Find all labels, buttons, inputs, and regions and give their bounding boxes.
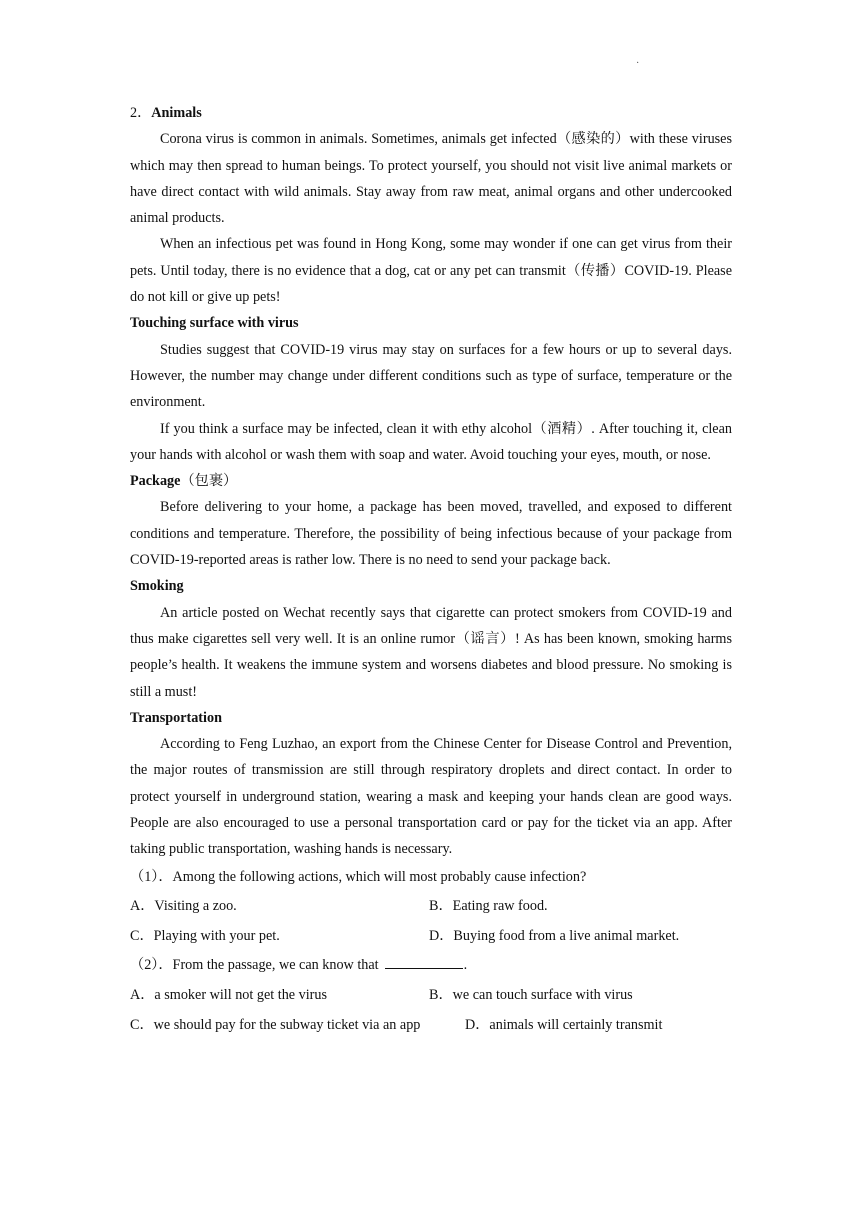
question-2-option-c[interactable]: C．we should pay for the subway ticket via an app [130, 1016, 421, 1033]
package-gloss: （包裹） [180, 473, 238, 490]
paragraph-touching-2: If you think a surface may be infected, clean it with ethy alcohol（酒精）. After touching it, clean your hands with alcohol or wash them with soap and water. Avoid touching your eyes, mouth, or nose. [130, 420, 732, 463]
section-heading-package-line [130, 468, 732, 494]
question-number: 2． [130, 105, 152, 121]
question-2-stem [130, 951, 732, 981]
question-1-options-row-2 [130, 922, 732, 952]
question-2-options-row-2 [130, 1011, 732, 1041]
question-2-stem-end: . [463, 957, 468, 974]
question-2-options-row-1 [130, 981, 732, 1011]
question-1-option-a[interactable]: A．Visiting a zoo. [130, 898, 237, 915]
answer-blank[interactable] [385, 954, 463, 969]
paragraph-animals-2: When an infectious pet was found in Hong Kong, some may wonder if one can get virus from their pets. Until today, there is no evidence that a dog, cat or any pet can transmit（传播）COVID-19. Please do not kill or give up pets! [130, 236, 732, 306]
section-heading-touching: Touching surface with virus [130, 315, 299, 332]
paragraph-package-1: Before delivering to your home, a package has been moved, travelled, and exposed to different conditions and temperature. Therefore, the possibility of being infectious because of your package from COVID-19-reported areas is rather low. There is no need to send your package back. [130, 499, 732, 569]
question-1-option-b[interactable]: B．Eating raw food. [429, 898, 548, 915]
paragraph-touching-1: Studies suggest that COVID-19 virus may stay on surfaces for a few hours or up to several days. However, the number may change under different conditions such as type of surface, temperature or the environment. [130, 341, 732, 411]
question-1-option-c[interactable]: C．Playing with your pet. [130, 927, 280, 944]
paragraph-animals-1: Corona virus is common in animals. Sometimes, animals get infected（感染的）with these viruses which may then spread to human beings. To protect yourself, you should not visit live animal markets or have direct contact with wild animals. Stay away from raw meat, animal organs and other undercooked animal products. [130, 131, 732, 227]
question-2-option-b[interactable]: B．we can touch surface with virus [429, 986, 633, 1003]
paragraph-smoking-1: An article posted on Wechat recently says that cigarette can protect smokers from COVID-19 and thus make cigarettes sell very well. It is an online rumor（谣言）! As has been known, smoking harms people’s health. It weakens the immune system and worsens diabetes and blood pressure. No smoking is still a must! [130, 604, 732, 700]
section-heading-smoking: Smoking [130, 578, 184, 595]
question-2-option-d[interactable]: D．animals will certainly transmit [465, 1016, 663, 1033]
header-mark: · [636, 58, 640, 69]
question-2-stem-text: （2）．From the passage, we can know that [130, 957, 379, 974]
passage-title [130, 100, 732, 126]
section-heading-transportation: Transportation [130, 709, 222, 726]
question-1-stem: （1）．Among the following actions, which will most probably cause infection? [130, 868, 587, 885]
section-heading-package: Package [130, 473, 181, 490]
document-page [130, 100, 732, 1040]
paragraph-transportation-1: According to Feng Luzhao, an export from the Chinese Center for Disease Control and Prevention, the major routes of transmission are still through respiratory droplets and direct contact. In order to protect yourself in underground station, wearing a mask and keeping your hands clean are good ways. People are also encouraged to use a personal transportation card or pay for the ticket via an app. After taking public transportation, washing hands is necessary. [130, 736, 732, 858]
question-1-options-row-1 [130, 892, 732, 922]
question-1-option-d[interactable]: D．Buying food from a live animal market. [429, 927, 680, 944]
section-heading-animals: Animals [151, 105, 202, 121]
question-2-option-a[interactable]: A．a smoker will not get the virus [130, 986, 328, 1003]
